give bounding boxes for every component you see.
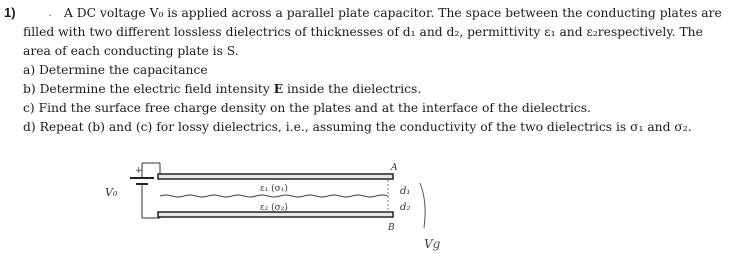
capacitor-figure bbox=[90, 158, 470, 258]
point-a-label: A bbox=[391, 163, 398, 173]
problem-line-3: area of each conducting plate is S. bbox=[23, 44, 239, 58]
question-number-dot: . bbox=[48, 5, 52, 19]
top-plate bbox=[158, 174, 393, 179]
upper-dielectric-label: ε₁ (σ₁) bbox=[260, 184, 288, 194]
question-number: 1) bbox=[4, 5, 16, 20]
dielectric-interface bbox=[160, 195, 388, 197]
voltage-label: V₀ bbox=[105, 186, 118, 199]
thickness-d1-label: d₁ bbox=[400, 186, 411, 197]
part-b bbox=[23, 81, 421, 97]
handwritten-arrow bbox=[420, 183, 425, 228]
lower-dielectric-label: ε₂ (σ₂) bbox=[260, 203, 288, 213]
part-c: c) Find the surface free charge density on the plates and at the interface of the dielectrics. bbox=[23, 101, 591, 115]
part-b-text-pre: b) Determine the electric field intensity bbox=[23, 82, 274, 96]
part-d: d) Repeat (b) and (c) for lossy dielectrics, i.e., assuming the conductivity of the two dielectrics is σ₁ and σ₂. bbox=[23, 120, 692, 134]
part-b-bold-e: E bbox=[273, 81, 284, 96]
point-b-label: B bbox=[388, 223, 395, 233]
part-a: a) Determine the capacitance bbox=[23, 63, 208, 77]
thickness-d2-label: d₂ bbox=[400, 202, 411, 213]
battery-plus-label: + bbox=[135, 166, 143, 176]
handwritten-note: Vg bbox=[424, 237, 441, 251]
problem-line-2: filled with two different lossless dielectrics of thicknesses of d₁ and d₂, permittivity ε₁ and ε₂respectively. The bbox=[23, 25, 703, 39]
problem-line-1: A DC voltage V₀ is applied across a parallel plate capacitor. The space between the conducting plates are bbox=[64, 6, 722, 20]
part-b-text-post: inside the dielectrics. bbox=[283, 82, 422, 96]
